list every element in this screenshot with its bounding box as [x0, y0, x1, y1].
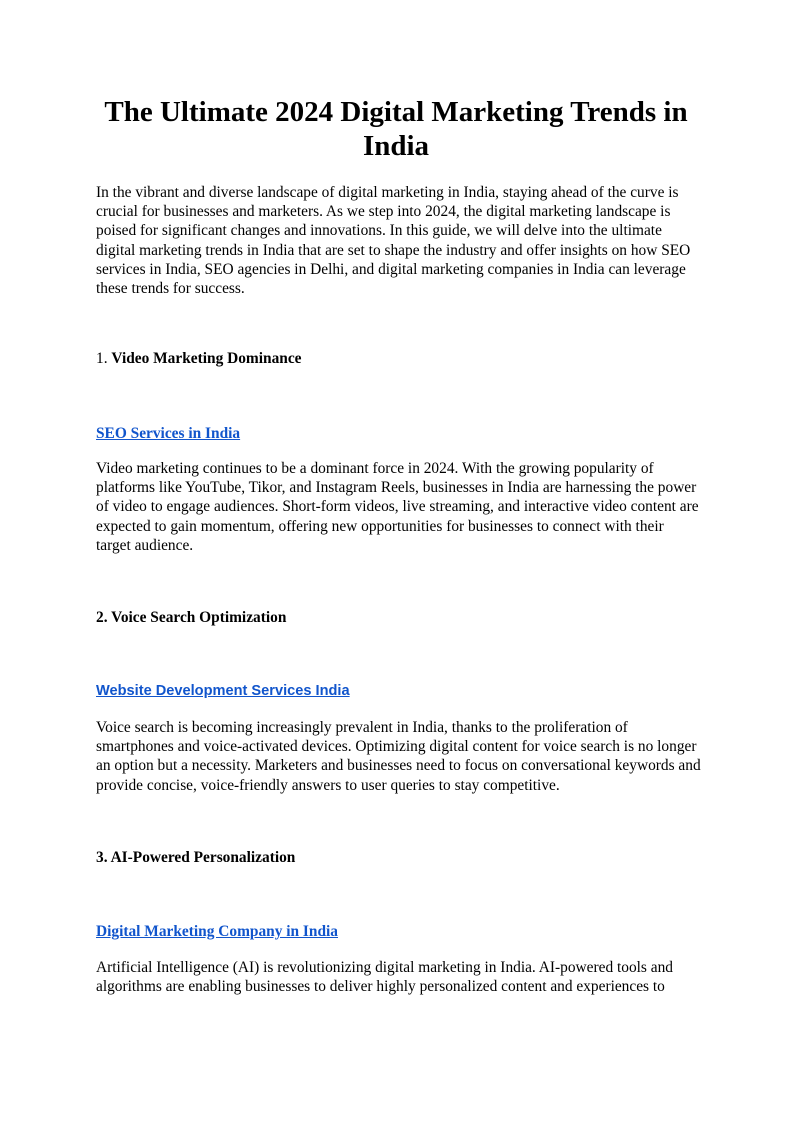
section-number: 3 — [96, 849, 104, 866]
section-number: 1 — [96, 350, 104, 367]
section-number: 2 — [96, 609, 104, 626]
section-body-ai-personalization: Artificial Intelligence (AI) is revolutionizing digital marketing in India. AI-powered tools and algorithms are enabling businesses to deliver highly personalized content and experiences to — [96, 959, 673, 996]
section-heading-ai-personalization: 3. AI-Powered Personalization — [96, 849, 296, 866]
digital-marketing-company-link[interactable]: Digital Marketing Company in India — [96, 923, 339, 940]
page-title: The Ultimate 2024 Digital Marketing Trends in India — [104, 96, 688, 162]
section-body-voice-search: Voice search is becoming increasingly prevalent in India, thanks to the proliferation of smartphones and voice-activated devices. Optimizing digital content for voice search is no longer an option but a necessity. Marketers and businesses need to focus on conversational keywords and provide concise, voice-friendly answers to user queries to stay competitive. — [96, 719, 701, 794]
section-heading-text: Video Marketing Dominance — [111, 350, 302, 367]
website-development-link[interactable]: Website Development Services India — [96, 683, 350, 699]
section-heading-text: AI-Powered Personalization — [110, 849, 296, 866]
section-body-video-marketing: Video marketing continues to be a dominant force in 2024. With the growing popularity of platforms like YouTube, Tikor, and Instagram Reels, businesses in India are harnessing the power of video to engage audiences. Short-form videos, live streaming, and interactive video content are expected to gain momentum, offering new opportunities for businesses to connect with their target audience. — [96, 460, 699, 554]
intro-paragraph: In the vibrant and diverse landscape of digital marketing in India, staying ahead of the curve is crucial for businesses and marketers. As we step into 2024, the digital marketing landscape is poised for significant changes and innovations. In this guide, we will delve into the ultimate digital marketing trends in India that are set to shape the industry and offer insights on how SEO services in India, SEO agencies in Delhi, and digital marketing companies in India can leverage these trends for success. — [96, 184, 691, 298]
seo-services-link[interactable]: SEO Services in India — [96, 425, 241, 442]
section-heading-video-marketing: 1. Video Marketing Dominance — [96, 350, 302, 367]
section-heading-text: Voice Search Optimization — [111, 609, 287, 626]
section-heading-voice-search: 2. Voice Search Optimization — [96, 609, 287, 626]
